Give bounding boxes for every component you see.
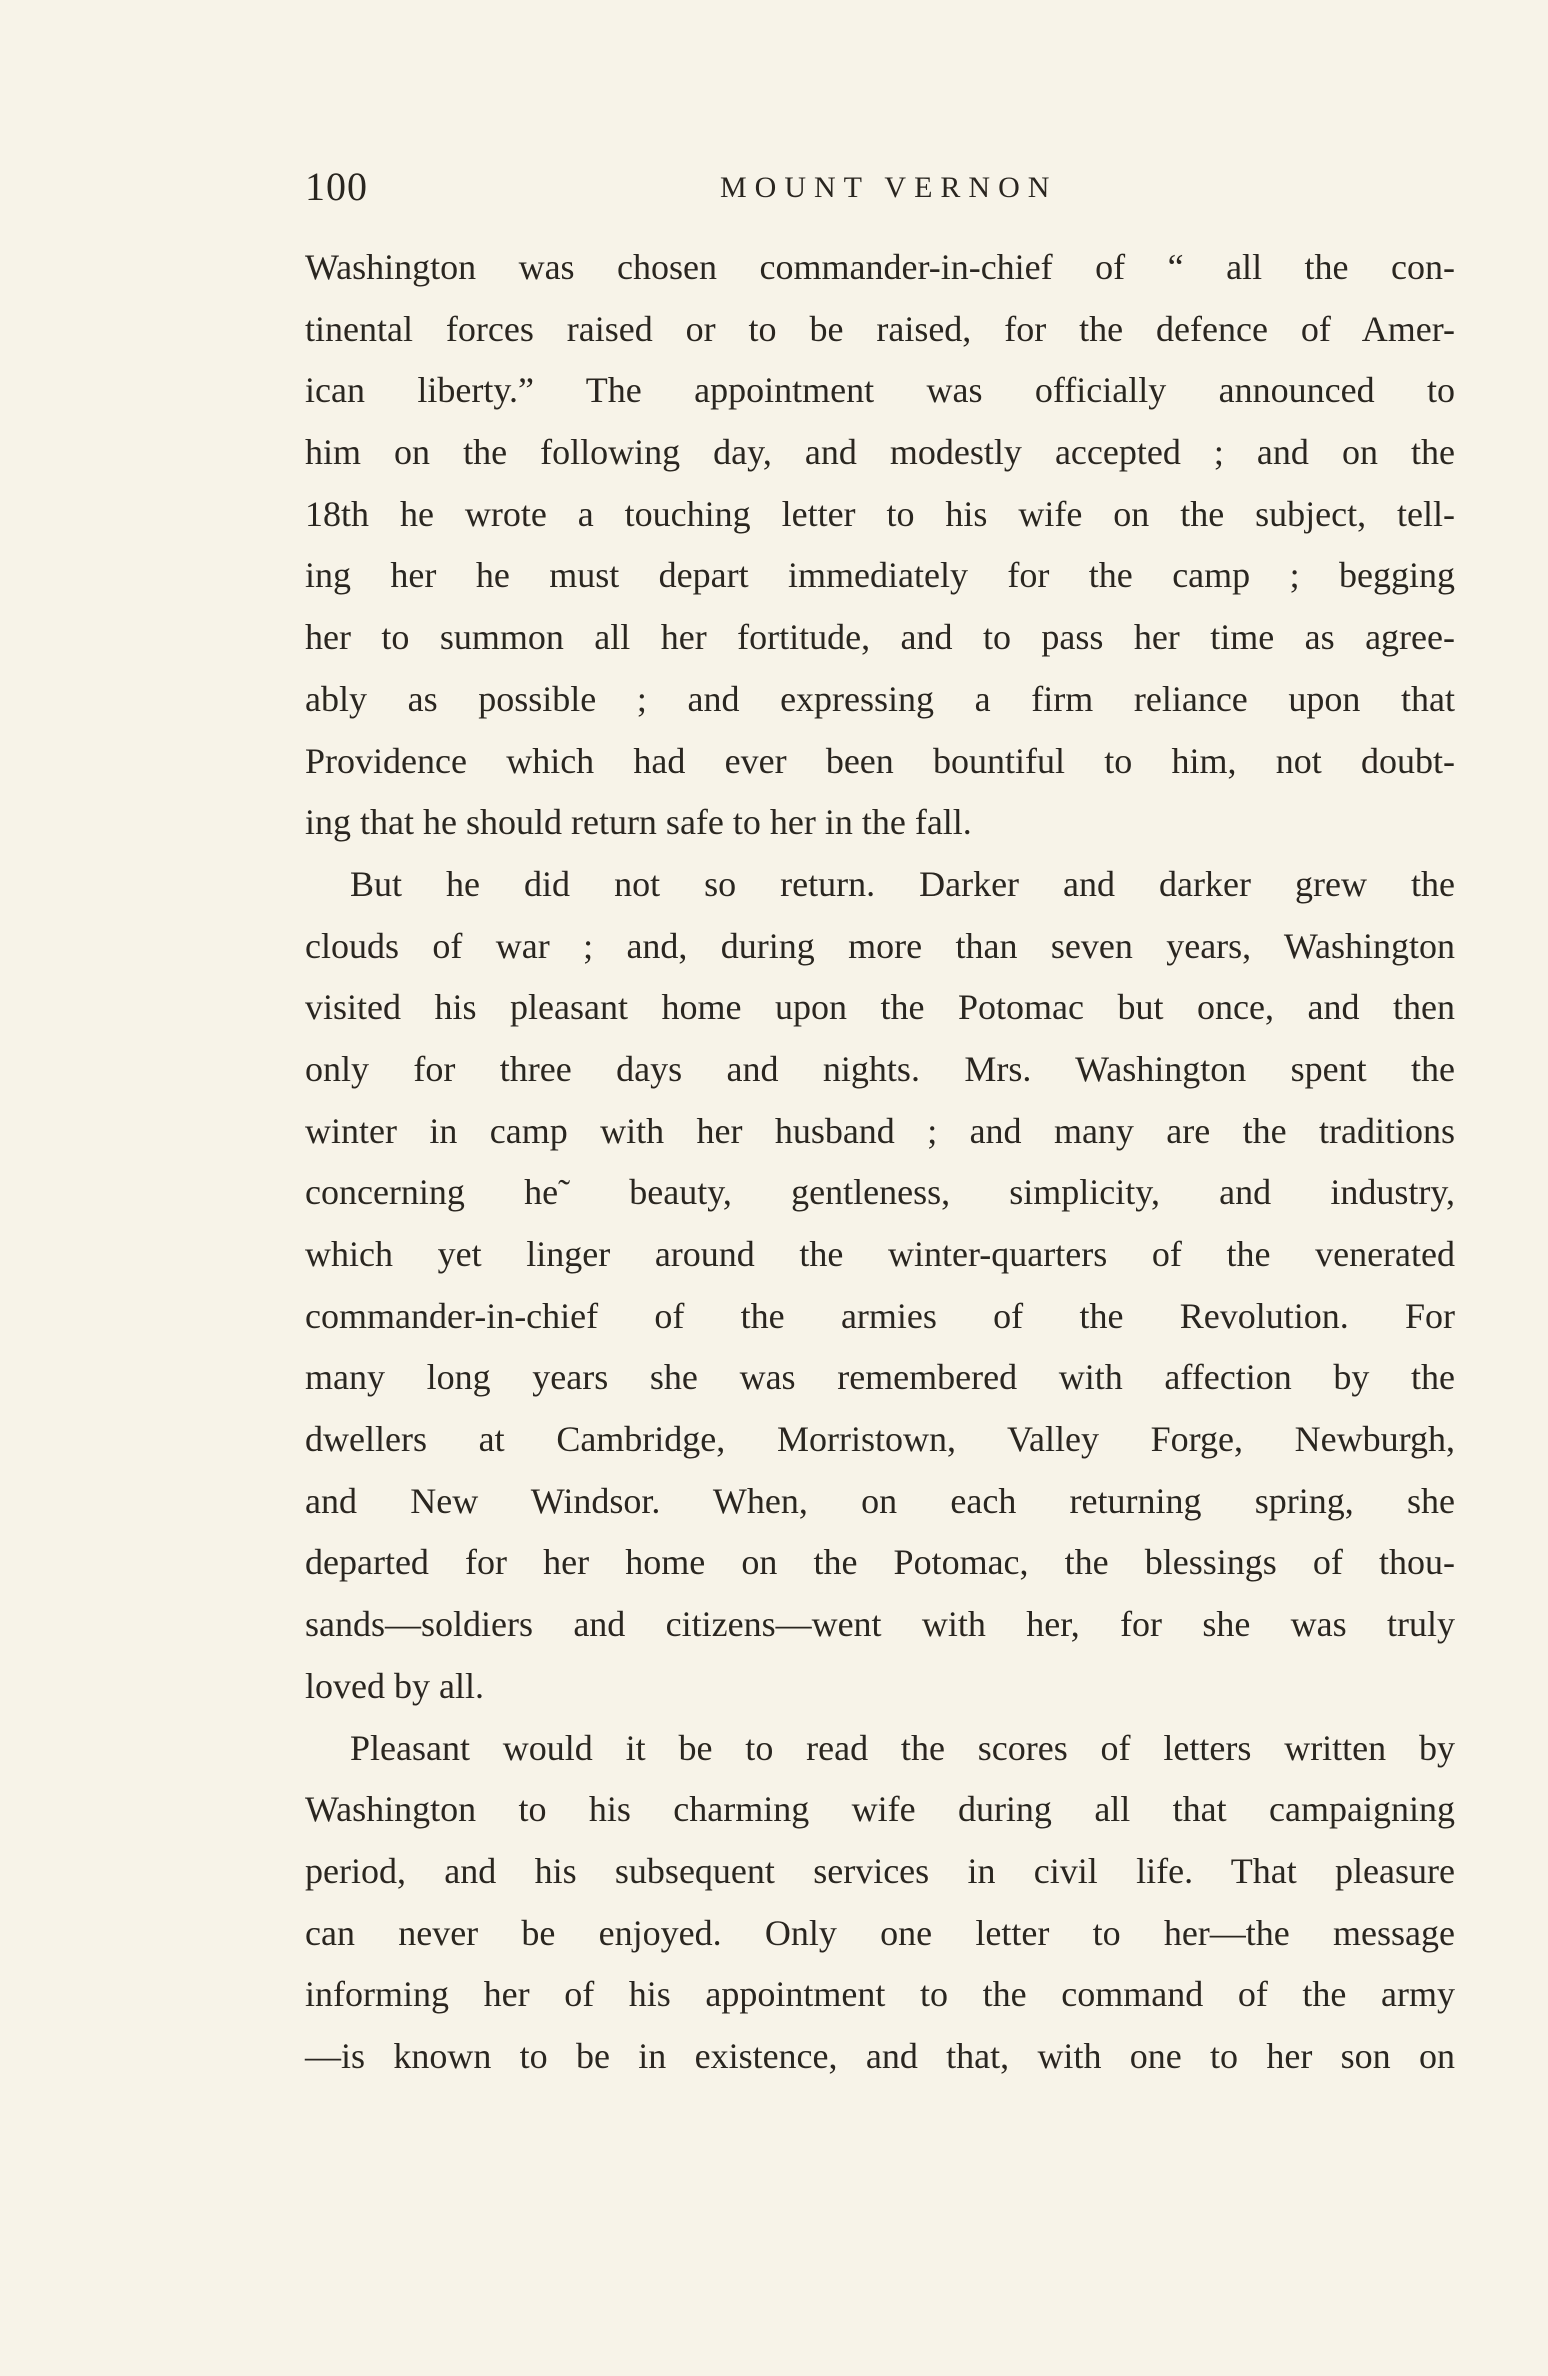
text-line: departed for her home on the Potomac, the blessings of thou- (305, 1542, 1455, 1583)
text-line: many long years she was remembered with affection by the (305, 1357, 1455, 1398)
text-line: loved by all. (305, 1665, 484, 1706)
text-line: Providence which had ever been bountiful to him, not doubt- (305, 740, 1455, 781)
text-line: informing her of his appointment to the command of the army (305, 1974, 1455, 2015)
text-line: only for three days and nights. Mrs. Washington spent the (305, 1048, 1455, 1089)
text-line: —is known to be in existence, and that, with one to her son on (305, 2035, 1455, 2076)
text-line: him on the following day, and modestly accepted ; and on the (305, 432, 1455, 473)
text-line: commander-in-chief of the armies of the Revolution. For (305, 1295, 1455, 1336)
text-line: winter in camp with her husband ; and many are the traditions (305, 1110, 1455, 1151)
text-line: dwellers at Cambridge, Morristown, Valley Forge, Newburgh, (305, 1419, 1455, 1460)
text-line: tinental forces raised or to be raised, for the defence of Amer- (305, 308, 1455, 349)
text-line: But he did not so return. Darker and darker grew the (350, 863, 1455, 904)
text-line: ing that he should return safe to her in the fall. (305, 802, 972, 843)
text-line: concerning he˜ beauty, gentleness, simplicity, and industry, (305, 1172, 1455, 1213)
text-line: ican liberty.” The appointment was officially announced to (305, 370, 1455, 411)
running-head: MOUNT VERNON (720, 171, 1058, 204)
text-line: 18th he wrote a touching letter to his wife on the subject, tell- (305, 493, 1455, 534)
body-text (305, 237, 1455, 2088)
page-number: 100 (305, 164, 368, 209)
text-line: Washington to his charming wife during all that campaigning (305, 1789, 1455, 1830)
text-line: visited his pleasant home upon the Potomac but once, and then (305, 987, 1455, 1028)
text-line: her to summon all her fortitude, and to pass her time as agree- (305, 617, 1455, 658)
text-line: can never be enjoyed. Only one letter to her—the message (305, 1912, 1455, 1953)
text-line: clouds of war ; and, during more than seven years, Washington (305, 925, 1455, 966)
text-line: and New Windsor. When, on each returning spring, she (305, 1480, 1455, 1521)
text-line: period, and his subsequent services in civil life. That pleasure (305, 1850, 1455, 1891)
text-line: ably as possible ; and expressing a firm reliance upon that (305, 678, 1455, 719)
text-line: Washington was chosen commander-in-chief of “ all the con- (305, 247, 1455, 287)
page-header (305, 162, 1455, 212)
text-line: which yet linger around the winter-quarters of the venerated (305, 1234, 1455, 1274)
text-line: sands—soldiers and citizens—went with her, for she was truly (305, 1604, 1455, 1645)
text-line: Pleasant would it be to read the scores of letters written by (350, 1727, 1455, 1768)
text-line: ing her he must depart immediately for the camp ; begging (305, 555, 1455, 596)
